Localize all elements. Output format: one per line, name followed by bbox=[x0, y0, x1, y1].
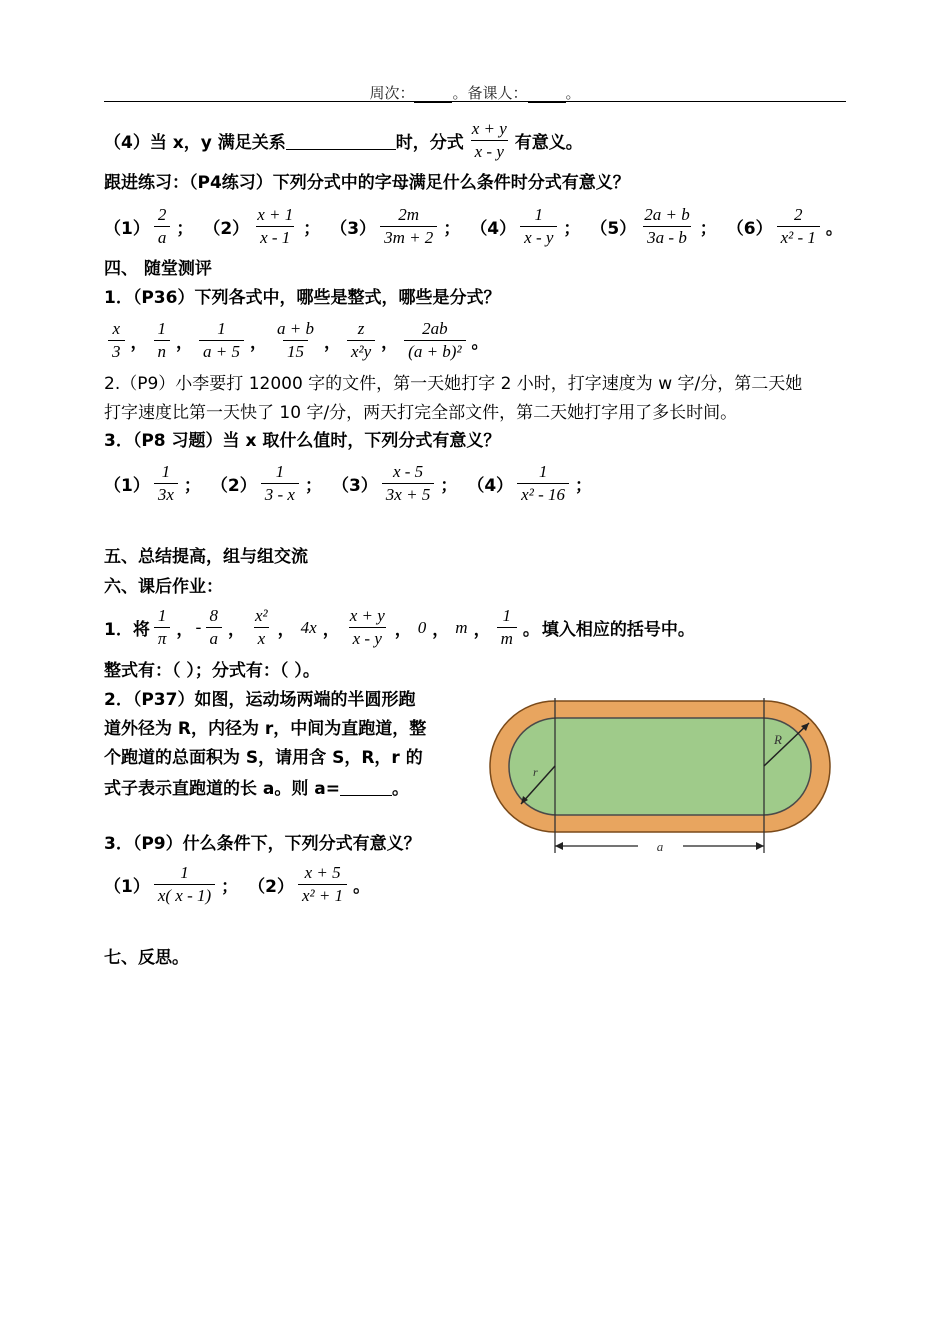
q1-row-item-3-fraction bbox=[273, 318, 318, 363]
q4-fraction bbox=[468, 118, 511, 163]
hw1-row-item-2-end: ， bbox=[277, 620, 295, 640]
follow-row-item-0-fraction bbox=[154, 204, 171, 249]
hw3-row-item-0-end: ； bbox=[221, 877, 239, 897]
hw1-suffix: 填入相应的括号中。 bbox=[541, 620, 695, 640]
header-end: 。 bbox=[565, 84, 581, 102]
follow-row-item-1-den: x - 1 bbox=[256, 226, 294, 249]
hw3-row-item-1-den: x² + 1 bbox=[298, 884, 347, 907]
hw2-line3: 个跑道的总面积为 S，请用含 S，R，r 的 bbox=[104, 748, 423, 768]
running-track-figure bbox=[488, 696, 834, 858]
q1-row-item-3-den: 15 bbox=[283, 340, 308, 363]
follow-title: 跟进练习：（P4练习）下列分式中的字母满足什么条件时分式有意义？ bbox=[104, 173, 630, 193]
follow-row-item-4-num: 2a + b bbox=[644, 205, 690, 224]
q3-row-item-1-den: 3 - x bbox=[261, 483, 299, 506]
sec4-q2-line2: 打字速度比第一天快了 10 字/分，两天打完全部文件，第二天她打字用了多长时间。 bbox=[104, 403, 738, 423]
follow-row-item-3-label: （4） bbox=[470, 219, 517, 239]
q4-frac-num: x + y bbox=[471, 119, 507, 138]
inner-radius-label: r bbox=[533, 765, 538, 779]
follow-row-item-0-label: （1） bbox=[104, 219, 150, 239]
hw3-row-item-0-label: （1） bbox=[104, 877, 150, 897]
follow-row-item-1-end: ； bbox=[303, 219, 321, 239]
hw1-row-item-6-end: ， bbox=[473, 620, 491, 640]
follow-row-item-1-fraction bbox=[253, 204, 297, 249]
follow-row-item-5-num: 2 bbox=[794, 205, 803, 224]
q3-row-item-3-label: （4） bbox=[467, 476, 514, 496]
follow-row-item-4-end: ； bbox=[699, 219, 717, 239]
follow-items bbox=[104, 204, 853, 249]
q3-row-item-3-fraction bbox=[517, 461, 569, 506]
q1-row-item-2-end: ， bbox=[249, 333, 267, 353]
hw2-line2: 道外径为 R，内径为 r，中间为直跑道，整 bbox=[104, 719, 427, 739]
q1-row-item-1-fraction bbox=[154, 318, 171, 363]
preparer-label: 。备课人： bbox=[452, 84, 528, 102]
hw1-row-item-1-fraction bbox=[206, 605, 223, 650]
hw3-row-item-1-fraction bbox=[298, 862, 347, 907]
hw1-row-item-4-den: x - y bbox=[349, 627, 386, 650]
hw1-row-item-5-text: 0 bbox=[417, 617, 427, 637]
outer-radius-label: R bbox=[774, 732, 782, 747]
hw1-line bbox=[104, 605, 695, 650]
sec4-q1-items bbox=[104, 318, 491, 363]
hw1-row-item-1-num: 8 bbox=[209, 606, 219, 625]
follow-row-item-5-label: （6） bbox=[726, 219, 773, 239]
q1-row-item-1-num: 1 bbox=[157, 319, 166, 338]
q3-row-item-3-den: x² - 16 bbox=[517, 483, 569, 506]
sec4-title: 四、 随堂测评 bbox=[104, 259, 212, 279]
q1-row-item-0-num: x bbox=[112, 319, 121, 338]
q1-row-item-4-num: z bbox=[357, 319, 365, 338]
q3-row-item-1-label: （2） bbox=[210, 476, 257, 496]
follow-row-item-2-fraction bbox=[380, 204, 437, 249]
q1-row-item-5-end: 。 bbox=[471, 333, 489, 353]
hw1-row-item-0-num: 1 bbox=[157, 606, 167, 625]
sec4-q2-line1: 2.（P9）小李要打 12000 字的文件，第一天她打字 2 小时，打字速度为 w 字/分，第二天她 bbox=[104, 374, 803, 394]
hw2-line1: 2．（P37）如图，运动场两端的半圆形跑 bbox=[104, 690, 416, 710]
week-label: 周次： bbox=[369, 84, 415, 102]
hw3-row-item-1-label: （2） bbox=[248, 877, 295, 897]
follow-row-item-5-fraction bbox=[777, 204, 820, 249]
q1-row-item-1-den: n bbox=[154, 340, 171, 363]
follow-row-item-3-num: 1 bbox=[534, 205, 544, 224]
follow-row-item-3-end: ； bbox=[563, 219, 581, 239]
hw1-row-item-2-num: x² bbox=[255, 606, 268, 625]
q1-row-item-5-fraction bbox=[404, 318, 465, 363]
follow-row-item-4-label: （5） bbox=[590, 219, 637, 239]
hw3-row-item-0-den: x( x - 1) bbox=[154, 884, 215, 907]
q4-mid: 时，分式 bbox=[395, 133, 464, 153]
hw2-end: 。 bbox=[392, 779, 410, 799]
hw1-row-item-4-end: ， bbox=[394, 620, 412, 640]
q1-row-item-5-num: 2ab bbox=[422, 319, 448, 338]
hw3-items bbox=[104, 862, 380, 907]
length-arrow-left bbox=[555, 842, 563, 850]
follow-row-item-3-den: x - y bbox=[520, 226, 557, 249]
q1-row-item-0-fraction bbox=[108, 318, 125, 363]
hw3-row-item-1-num: x + 5 bbox=[304, 863, 341, 882]
hw1-row-item-7-num: 1 bbox=[502, 606, 511, 625]
length-arrow-right bbox=[756, 842, 764, 850]
follow-row-item-2-num: 2m bbox=[398, 205, 420, 224]
q1-row-item-2-num: 1 bbox=[217, 319, 226, 338]
q3-row-item-2-end: ； bbox=[440, 476, 458, 496]
q1-row-item-4-end: ， bbox=[381, 333, 399, 353]
q1-row-item-1-end: ， bbox=[176, 333, 193, 353]
sec6-title: 六、课后作业： bbox=[104, 577, 223, 597]
q4-blank bbox=[286, 131, 396, 150]
q1-row-item-2-fraction bbox=[199, 318, 244, 363]
hw1-row-item-0-end: ， bbox=[176, 620, 194, 640]
q1-row-item-5-den: (a + b)² bbox=[404, 340, 465, 363]
hw1-row-item-1-end: ， bbox=[228, 620, 246, 640]
follow-row-item-4-den: 3a - b bbox=[643, 226, 691, 249]
hw2-answer-blank bbox=[340, 777, 392, 796]
hw1-row-item-6-text: m bbox=[455, 617, 468, 637]
hw1-prefix: 1．将 bbox=[104, 620, 150, 640]
hw1-row-item-4-fraction bbox=[346, 605, 389, 650]
q3-row-item-2-label: （3） bbox=[331, 476, 378, 496]
q1-row-item-3-end: ， bbox=[323, 333, 341, 353]
q1-row-item-0-end: ， bbox=[130, 333, 148, 353]
hw1-row-item-7-end: 。 bbox=[522, 620, 540, 640]
q3-row-item-0-den: 3x bbox=[154, 483, 178, 506]
hw1-row-item-2-den: x bbox=[254, 627, 270, 650]
q3-row-item-1-num: 1 bbox=[275, 462, 285, 481]
hw1-row-item-7-fraction bbox=[497, 605, 517, 650]
q3-row-item-2-den: 3x + 5 bbox=[382, 483, 435, 506]
sec5-title: 五、总结提高，组与组交流 bbox=[104, 547, 308, 567]
follow-row-item-0-num: 2 bbox=[157, 205, 167, 224]
page-header bbox=[0, 82, 950, 103]
sec4-q1: 1．（P36）下列各式中，哪些是整式，哪些是分式？ bbox=[104, 288, 501, 308]
follow-row-item-0-end: ； bbox=[176, 219, 194, 239]
q4-suffix: 有意义。 bbox=[514, 133, 583, 153]
hw1-row-item-0-fraction bbox=[154, 605, 171, 650]
follow-row-item-1-label: （2） bbox=[203, 219, 250, 239]
hw1-row-item-1-pre: - bbox=[195, 617, 202, 638]
length-label: a bbox=[656, 839, 664, 854]
hw3-title: 3．（P9）什么条件下，下列分式有意义？ bbox=[104, 834, 421, 854]
q3-row-item-0-fraction bbox=[154, 461, 178, 506]
sec4-q3: 3．（P8 习题）当 x 取什么值时，下列分式有意义？ bbox=[104, 431, 501, 451]
hw1-line2: 整式有：（ ）；分式有：（ ）。 bbox=[104, 661, 320, 681]
follow-row-item-2-label: （3） bbox=[330, 219, 377, 239]
hw2-line4-text: 式子表示直跑道的长 a。则 a= bbox=[104, 779, 341, 799]
hw1-row-item-4-num: x + y bbox=[349, 606, 385, 625]
q4-frac-den: x - y bbox=[471, 140, 508, 163]
hw1-row-item-3-text: 4x bbox=[300, 617, 317, 637]
sec4-q3-items bbox=[104, 461, 602, 506]
hw1-row-item-1-den: a bbox=[206, 627, 223, 650]
q3-row-item-2-num: x - 5 bbox=[392, 462, 424, 481]
q3-row-item-3-num: 1 bbox=[538, 462, 548, 481]
hw1-row-item-7-den: m bbox=[497, 627, 517, 650]
q3-row-item-0-end: ； bbox=[183, 476, 201, 496]
follow-row-item-3-fraction bbox=[520, 204, 557, 249]
hw1-row-item-2-fraction bbox=[251, 605, 272, 650]
hw1-row-item-3-end: ， bbox=[322, 620, 340, 640]
header-rule bbox=[104, 101, 846, 102]
follow-row-item-1-num: x + 1 bbox=[257, 205, 294, 224]
follow-row-item-0-den: a bbox=[154, 226, 171, 249]
hw1-row-item-0-den: π bbox=[154, 627, 171, 650]
follow-row-item-5-den: x² - 1 bbox=[777, 226, 820, 249]
q1-row-item-3-num: a + b bbox=[276, 319, 314, 338]
hw3-row-item-0-fraction bbox=[154, 862, 215, 907]
follow-row-item-5-end: 。 bbox=[825, 219, 843, 239]
sec7-title: 七、反思。 bbox=[104, 948, 189, 968]
hw1-row-item-5-end: ， bbox=[432, 620, 450, 640]
follow-row-item-4-fraction bbox=[640, 204, 693, 249]
q4-line bbox=[104, 118, 583, 163]
hw2-line4 bbox=[104, 774, 409, 799]
q3-row-item-0-num: 1 bbox=[161, 462, 171, 481]
q4-prefix: （4）当 x，y 满足关系 bbox=[104, 133, 286, 153]
q1-row-item-4-den: x²y bbox=[347, 340, 375, 363]
q3-row-item-3-end: ； bbox=[574, 476, 592, 496]
q1-row-item-0-den: 3 bbox=[108, 340, 125, 363]
hw3-row-item-0-num: 1 bbox=[180, 863, 189, 882]
follow-row-item-2-den: 3m + 2 bbox=[380, 226, 437, 249]
q1-row-item-4-fraction bbox=[347, 318, 375, 363]
q1-row-item-2-den: a + 5 bbox=[199, 340, 244, 363]
q3-row-item-0-label: （1） bbox=[104, 476, 150, 496]
hw3-row-item-1-end: 。 bbox=[353, 877, 371, 897]
q3-row-item-1-end: ； bbox=[304, 476, 322, 496]
q3-row-item-1-fraction bbox=[261, 461, 299, 506]
follow-row-item-2-end: ； bbox=[443, 219, 461, 239]
q3-row-item-2-fraction bbox=[382, 461, 435, 506]
